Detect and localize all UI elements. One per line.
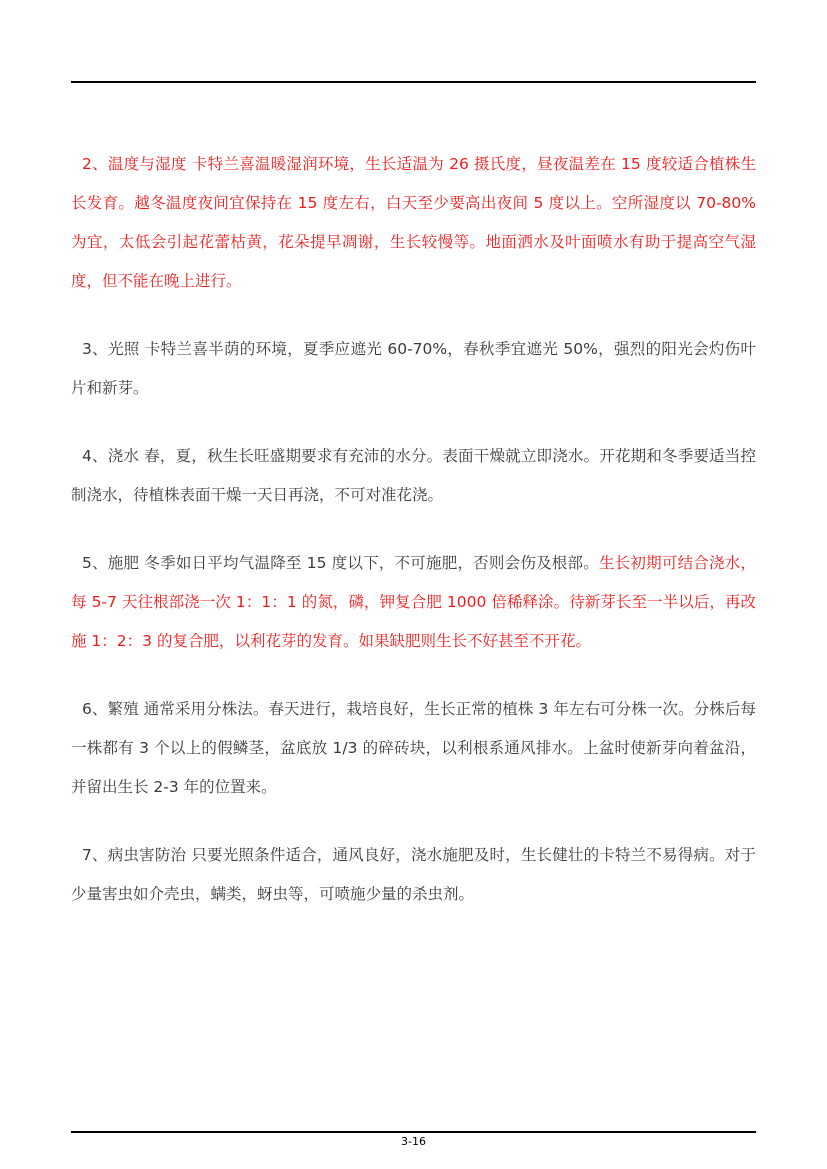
- paragraph-fertilizing: [71, 544, 756, 661]
- paragraph-text: 6、繁殖 通常采用分株法。春天进行，栽培良好，生长正常的植株 3 年左右可分株一次。分株后每一株都有 3 个以上的假鳞茎，盆底放 1/3 的碎砖块，以利根系通风排水。上盆时使新芽向着盆沿，并留出生长 2-3 年的位置来。: [71, 700, 756, 796]
- paragraph-text: 4、浇水 春，夏，秋生长旺盛期要求有充沛的水分。表面干燥就立即浇水。开花期和冬季要适当控制浇水，待植株表面干燥一天日再浇，不可对准花浇。: [71, 447, 756, 504]
- paragraph-propagation: [71, 690, 756, 807]
- paragraph-light: [71, 330, 756, 408]
- paragraph-text: 5、施肥 冬季如日平均气温降至 15 度以下，不可施肥，否则会伤及根部。: [82, 554, 599, 572]
- document-body: [71, 145, 756, 943]
- paragraph-temperature-humidity: [71, 145, 756, 301]
- page-number: 3-16: [401, 1135, 426, 1148]
- paragraph-text: 3、光照 卡特兰喜半荫的环境，夏季应遮光 60-70%，春秋季宜遮光 50%，强烈的阳光会灼伤叶片和新芽。: [71, 340, 756, 397]
- paragraph-pest-control: [71, 836, 756, 914]
- paragraph-text: 7、病虫害防治 只要光照条件适合，通风良好，浇水施肥及时，生长健壮的卡特兰不易得病。对于少量害虫如介壳虫，螨类，蚜虫等，可喷施少量的杀虫剂。: [71, 846, 756, 903]
- paragraph-text-highlight: 生长初期可结合浇水，每 5-7 天往根部浇一次 1：1：1 的氮，磷，钾复合肥 1000 倍稀释涂。待新芽长至一半以后，再改施 1：2：3 的复合肥，以利花芽的发育。如果缺肥则生长不好甚至不开花。: [71, 554, 756, 650]
- paragraph-text: 2、温度与湿度 卡特兰喜温暖湿润环境，生长适温为 26 摄氏度，昼夜温差在 15 度较适合植株生长发育。越冬温度夜间宜保持在 15 度左右，白天至少要高出夜间 5 度以上。空所湿度以 70-80%为宜，太低会引起花蕾枯黄，花朵提早凋谢，生长较慢等。地面洒水及叶面喷水有助于提高空气湿度，但不能在晚上进行。: [71, 155, 756, 290]
- header-rule: [71, 81, 756, 83]
- footer-rule: [71, 1131, 756, 1133]
- paragraph-watering: [71, 437, 756, 515]
